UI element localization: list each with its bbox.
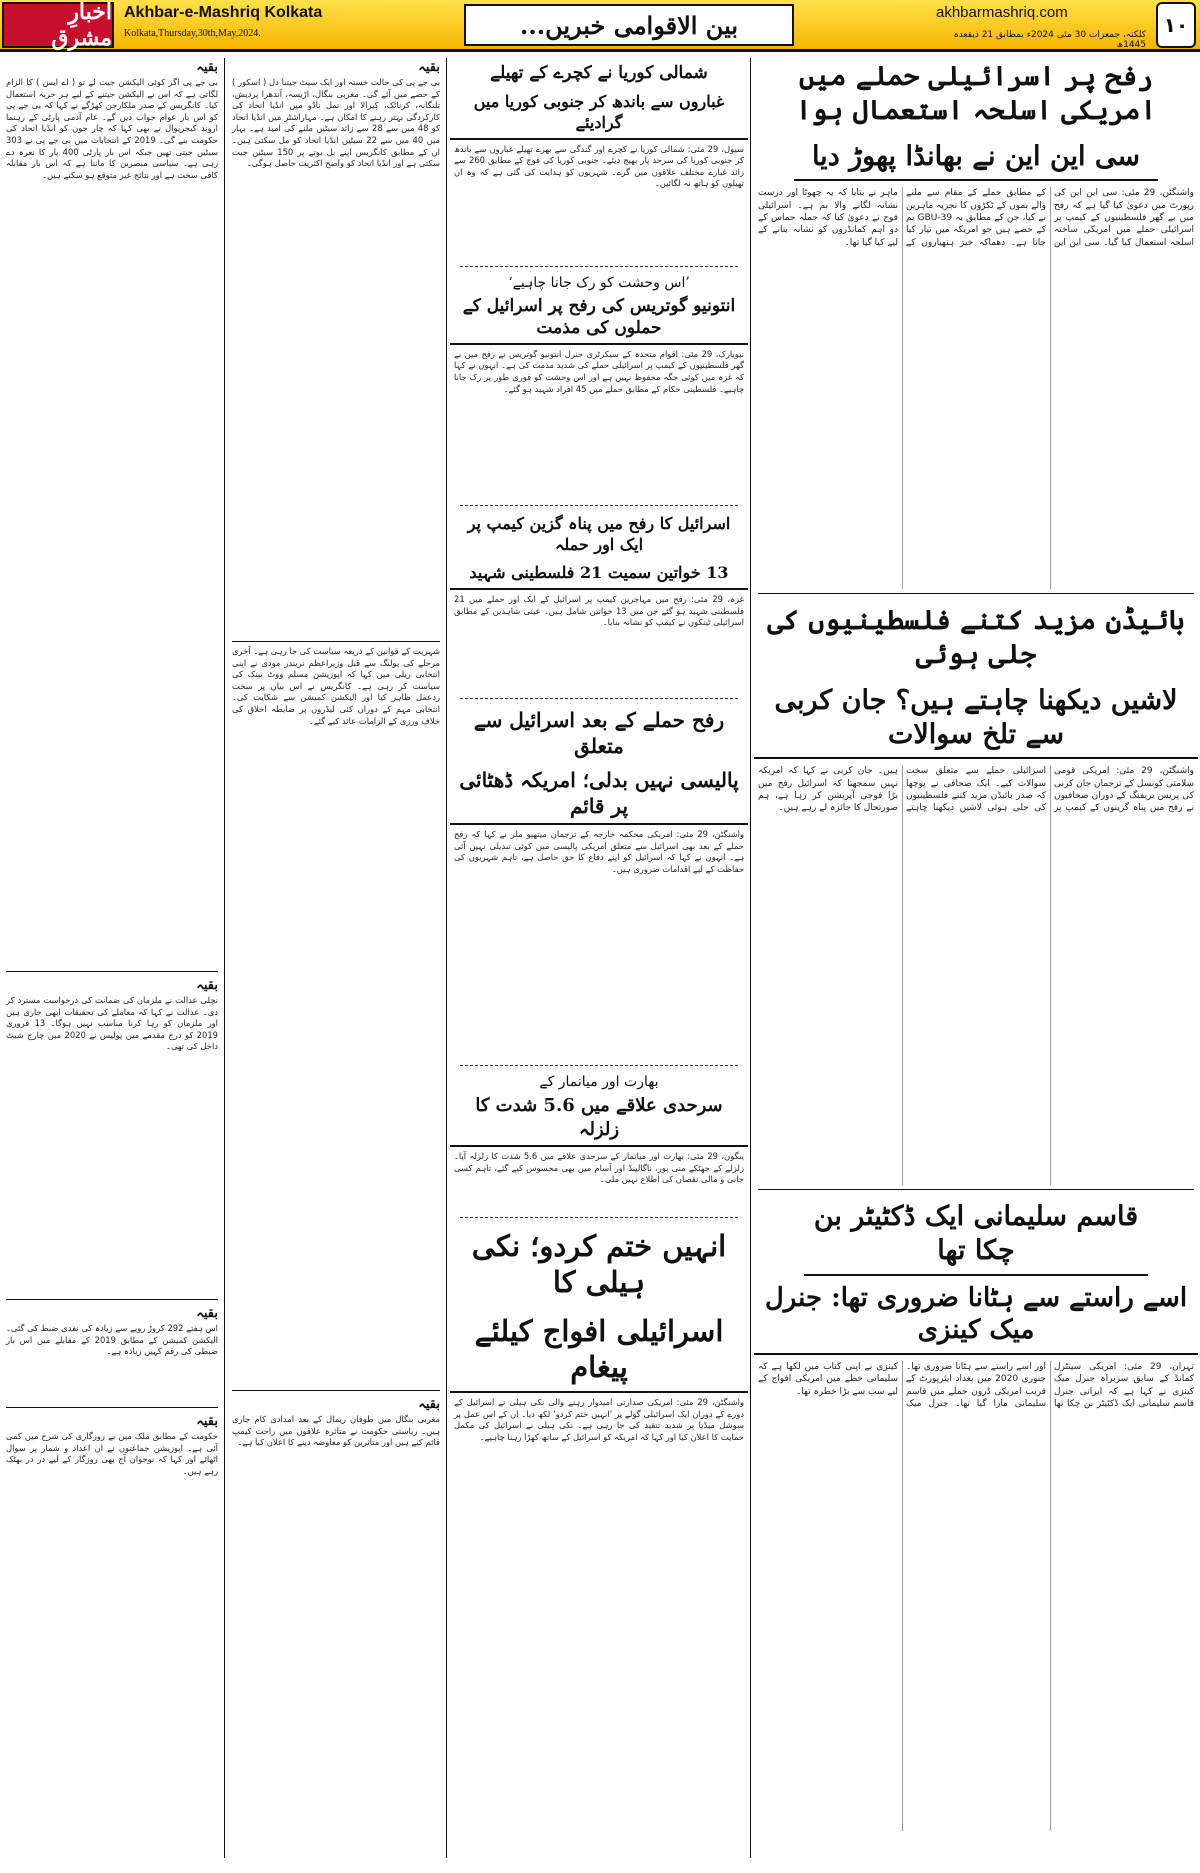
guterres-kicker: ’اس وحشت کو رک جانا چاہیے‘ xyxy=(508,274,690,291)
page-number: ۱۰ xyxy=(1156,2,1196,48)
lead-article xyxy=(754,58,1198,589)
nikki-haley-article xyxy=(450,1222,748,1717)
masthead xyxy=(0,0,1200,52)
divider xyxy=(6,1407,218,1408)
guterres-article xyxy=(450,271,748,501)
continued-tag: بقیہ xyxy=(196,978,218,993)
earthquake-article-body: ینگون، 29 مئی: بھارت اور میانمار کے سرحدی علاقے میں 5.6 شدت کا زلزلہ آیا۔ زلزلے کے جھٹکے منی پور، ناگالینڈ اور آسام میں بھی محسوس کیے گئے، تاہم کسی جانی و مالی نقصان کی اطلاع نہیں ملی۔ xyxy=(454,1151,745,1185)
continued-body: بی جے پی اگر کوئی الیکشن جیت لے تو ( اے ایس ) کا الزام لگاتی ہے کہ اس نے الیکشن جیتنے کے لیے ہر حربہ استعمال کیا۔ کانگریس کے صدر ملکارجن کھڑگے نے کہا کہ بی جے پی کو اس بار عوام جواب دیں گے۔ عام آدمی پارٹی کے رہنما اروند کیجریوال نے بھی کہا کہ چار جون کو انڈیا اتحاد کی حکومت بنے گی۔ 2019 کے انتخابات میں بی جے پی نے 303 سیٹیں جیتی تھیں جبکہ اس بار پارٹی 400 پار کا نعرہ دے رہی ہے۔ سیاسی مبصرین کا ماننا ہے کہ اس بار مقابلہ کافی سخت ہے اور نتائج غیر متوقع ہو سکتے ہیں۔ xyxy=(6,77,218,180)
divider xyxy=(758,593,1194,594)
divider xyxy=(758,1189,1194,1190)
continued-tag: بقیہ xyxy=(418,1397,440,1412)
korea-article xyxy=(450,58,748,262)
rafah-camp-article-body: غزہ، 29 مئی: رفح میں مہاجرین کیمپ پر اسرائیل کے ایک اور حملے میں 21 فلسطینی شہید ہو گئے جن میں 13 خواتین شامل ہیں۔ عینی شاہدین کے مطابق اسرائیلی ٹینکوں نے کیمپ کو نشانہ بنایا۔ xyxy=(454,594,744,628)
date-line: Kolkata,Thursday,30th,May,2024. xyxy=(124,28,261,39)
lead-headline-line-2[interactable]: سی این این نے بھانڈا پھوڑ دیا xyxy=(794,134,1158,182)
guterres-headline[interactable]: انتونیو گوتریس کی رفح پر اسرائیل کے حملوں کی مذمت xyxy=(450,291,748,345)
column-divider xyxy=(750,58,751,1858)
divider xyxy=(460,505,738,506)
second-article xyxy=(754,598,1198,1185)
continued-body: نچلی عدالت نے ملزمان کی ضمانت کی درخواست مسترد کر دی۔ عدالت نے کہا کہ معاملے کی تحقیقات ابھی جاری ہیں اور ملزمان کو رہا کرنا مناسب نہیں ہوگا۔ 13 فروری 2019 کو درج مقدمے میں پولیس نے 2020 میں چارج شیٹ داخل کی تھی۔ xyxy=(6,995,218,1052)
divider xyxy=(232,641,440,642)
continued-body: حکومت کے مطابق ملک میں بے روزگاری کی شرح میں کمی آئی ہے۔ اپوزیشن جماعتوں نے ان اعداد و شمار پر سوال اٹھائے اور کہا کہ نوجوان آج بھی روزگار کے لیے در در بھٹک رہے ہیں۔ xyxy=(6,1431,218,1476)
hijri-date-line: کلکتہ، جمعرات 30 مئی 2024ء بمطابق 21 ذیقعدہ 1445ھ xyxy=(953,30,1146,50)
paper-name: Akhbar-e-Mashriq Kolkata xyxy=(124,4,323,21)
second-headline-line-1[interactable]: بائیڈن مزید کتنے فلسطینیوں کی جلی ہوئی xyxy=(767,605,1185,670)
earthquake-kicker: بھارت اور میانمار کے xyxy=(539,1074,659,1091)
third-headline-line-1[interactable]: قاسم سلیمانی ایک ڈکٹیٹر بن چکا تھا xyxy=(804,1194,1148,1276)
guterres-article-body: نیویارک، 29 مئی: اقوام متحدہ کے سیکرٹری جنرل انتونیو گوتریس نے رفح میں بے گھر فلسطینیوں کے کیمپ پر اسرائیلی حملے کی شدید مذمت کی ہے۔ انہوں نے کہا کہ غزہ میں کوئی جگہ محفوظ نہیں ہے اور اس وحشت کو فوری طور پر رک جانا چاہیے۔ فلسطینی حکام کے مطابق حملے میں 45 افراد شہید ہو گئے۔ xyxy=(454,348,744,394)
column-divider xyxy=(446,58,447,1858)
section-title: بین الاقوامی خبریں... xyxy=(464,4,794,46)
us-policy-headline-line-2[interactable]: پالیسی نہیں بدلی؛ امریکہ ڈھٹائی پر قائم xyxy=(450,763,748,825)
third-article xyxy=(754,1194,1198,1831)
third-article-body: تہران، 29 مئی: امریکی سینٹرل کمانڈ کے سابق سربراہ جنرل میک کینزی نے کہا ہے کہ ایرانی جنرل قاسم سلیمانی ایک ڈکٹیٹر بن چکا تھا اور اسے راستے سے ہٹانا ضروری تھا۔ جنوری 2020 میں بغداد ایئرپورٹ کے قریب امریکی ڈرون حملے میں قاسم سلیمانی مارا گیا تھا۔ جنرل میک کینزی نے اپنی کتاب میں لکھا ہے کہ سلیمانی خطے میں امریکی افواج کے لیے سب سے بڑا خطرہ تھا۔ xyxy=(758,1361,1194,1409)
middle-stories-column xyxy=(450,58,748,1858)
nikki-haley-headline-line-1[interactable]: انہیں ختم کردو؛ نکی ہیلی کا xyxy=(471,1229,727,1300)
continuation-column-2 xyxy=(2,58,222,1858)
lead-stories-column xyxy=(754,58,1198,1858)
masthead-left xyxy=(124,4,424,39)
divider xyxy=(232,1390,440,1391)
continued-tag: بقیہ xyxy=(196,1414,218,1429)
newspaper-logo[interactable]: اخبارِ مشرق xyxy=(2,2,114,48)
divider xyxy=(6,1299,218,1300)
korea-article-body: سیول، 29 مئی: شمالی کوریا نے کچرے اور گندگی سے بھرے تھیلے غباروں سے باندھ کر جنوبی کوریا کی سرحد پار بھیج دیئے۔ جنوبی کوریا کی فوج کے مطابق 260 سے زائد غبارے مختلف علاقوں میں گرے۔ شہریوں کو ہدایت کی گئی ہے کہ وہ ان تھیلوں کو ہاتھ نہ لگائیں۔ xyxy=(454,143,745,189)
second-article-body: واشنگٹن، 29 مئی: امریکی قومی سلامتی کونسل کے ترجمان جان کربی کی پریس بریفنگ کے دوران صحافیوں نے رفح میں پناہ گزینوں کے کیمپ پر اسرائیلی حملے سے متعلق سخت سوالات کیے۔ ایک صحافی نے پوچھا کہ صدر بائیڈن مزید کتنے فلسطینیوں کی جلی ہوئی لاشیں دیکھنا چاہتے ہیں۔ جان کربی نے کہا کہ امریکہ نہیں سمجھتا کہ اسرائیل رفح میں بڑا فوجی آپریشن کر رہا ہے، ہم صورتحال کا جائزہ لے رہے ہیں۔ xyxy=(758,766,1194,814)
website-link[interactable]: akhbarmashriq.com xyxy=(936,4,1068,21)
nikki-haley-headline-line-2[interactable]: اسرائیلی افواج کیلئے پیغام xyxy=(450,1307,748,1394)
earthquake-article xyxy=(450,1070,748,1213)
third-headline-line-2[interactable]: اسے راستے سے ہٹانا ضروری تھا: جنرل میک کینزی xyxy=(754,1276,1198,1355)
rafah-camp-headline-line-2[interactable]: 13 خواتین سمیت 21 فلسطینی شہید xyxy=(450,559,748,590)
continued-body: اس ہفتے 292 کروڑ روپے سے زیادہ کی نقدی ضبط کی گئی۔ الیکشن کمیشن کے مطابق 2019 کے مقابلے میں اس بار ضبطی کی رقم کہیں زیادہ ہے۔ xyxy=(6,1323,219,1357)
continued-tag: بقیہ xyxy=(418,60,440,75)
rafah-camp-article xyxy=(450,510,748,694)
divider xyxy=(460,698,738,699)
korea-headline-line-2[interactable]: غباروں سے باندھ کر جنوبی کوریا میں گرادیئے xyxy=(450,88,748,140)
us-policy-article xyxy=(450,703,748,1061)
continued-tag: بقیہ xyxy=(196,60,218,75)
rafah-camp-headline-line-1[interactable]: اسرائیل کا رفح میں پناہ گزین کیمپ پر ایک اور حملہ xyxy=(467,513,731,554)
us-policy-headline-line-1[interactable]: رفح حملے کے بعد اسرائیل سے متعلق xyxy=(473,708,725,759)
korea-headline-line-1[interactable]: شمالی کوریا نے کچرے کے تھیلے xyxy=(490,63,708,83)
continued-body: بی جے پی کی حالت خستہ اور ایک سیٹ جیتنا دل ( اسکور ) کے حصے میں آئے گی۔ مغربی بنگال، اڑیسہ، آندھرا پردیش، تلنگانہ، کرناٹک، کیرالا اور تمل ناڈو میں انڈیا اتحاد کی کارکردگی بہتر رہنے کا امکان ہے۔ مہاراشٹر میں انڈیا اتحاد کو 48 میں سے 28 سے زائد سیٹیں ملنے کی امید ہے۔ بہار میں 40 میں سے 22 سیٹیں انڈیا اتحاد کو مل سکتی ہیں۔ ان کے مطابق کانگریس اپنے بل بوتے پر 150 سیٹیں جیت سکتی ہے اور انڈیا اتحاد کو واضح اکثریت حاصل ہوگی۔ xyxy=(232,77,440,169)
lead-article-body: واشنگٹن، 29 مئی: سی این این کی رپورٹ میں دعویٰ کیا گیا ہے کہ رفح میں بے گھر فلسطینیوں کے کیمپ پر اسرائیلی حملے میں امریکی ساختہ اسلحہ استعمال کیا گیا۔ سی این این کے مطابق حملے کے مقام سے ملنے والے بموں کے ٹکڑوں کا تجزیہ ماہرین نے کیا، جن کے مطابق یہ GBU-39 بم کے حصے ہیں جو امریکہ میں تیار کیا جاتا ہے۔ دھماکہ خیز ہتھیاروں کے ماہر نے بتایا کہ یہ چھوٹا اور درست نشانہ لگانے والا بم ہے۔ اسرائیلی فوج نے دعویٰ کیا کہ حملہ حماس کے دو اہم کمانڈروں کو نشانہ بنانے کے لیے کیا گیا تھا۔ xyxy=(758,188,1194,248)
continued-tag: بقیہ xyxy=(196,1306,218,1321)
divider xyxy=(460,1065,738,1066)
nikki-haley-article-body: واشنگٹن، 29 مئی: امریکی صدارتی امیدوار رہنے والی نکی ہیلی نے اسرائیل کے دورے کے دوران ایک اسرائیلی گولے پر ’انہیں ختم کردو‘ لکھ دیا۔ ان کے اس عمل پر سوشل میڈیا پر شدید تنقید کی جا رہی ہے۔ نکی ہیلی نے اسرائیل کی مکمل حمایت کا اعلان کیا اور کہا کہ امریکہ کو اسرائیل کے ساتھ کھڑا رہنا چاہیے۔ xyxy=(454,1397,744,1442)
column-divider xyxy=(224,58,225,1858)
second-headline-line-2[interactable]: لاشیں دیکھنا چاہتے ہیں؟ جان کربی سے تلخ سوالات xyxy=(754,678,1198,760)
continued-body: شہریت کے قوانین کے ذریعہ سیاست کی جا رہی ہے۔ آخری مرحلے کی پولنگ سے قبل وزیراعظم نریندر مودی نے اپنی انتخابی ریلی میں کہا کہ اپوزیشن مسلم ووٹ بینک کی سیاست کر رہی ہے۔ کانگریس نے اس بیان پر سخت ردعمل ظاہر کیا اور الیکشن کمیشن سے شکایت کی۔ انتخابی مہم کے دوران کئی لیڈروں پر ضابطہ اخلاق کی خلاف ورزی کے الزامات عائد کیے گئے۔ xyxy=(232,646,440,726)
continued-body: مغربی بنگال میں طوفان ریمال کے بعد امدادی کام جاری ہیں۔ ریاستی حکومت نے متاثرہ علاقوں میں راحت کیمپ قائم کیے ہیں اور متاثرین کو معاوضہ دینے کا اعلان کیا ہے۔ xyxy=(232,1414,440,1448)
earthquake-headline[interactable]: سرحدی علاقے میں 5.6 شدت کا زلزلہ xyxy=(450,1090,748,1147)
divider xyxy=(460,266,738,267)
divider xyxy=(6,971,218,972)
divider xyxy=(460,1217,738,1218)
lead-headline-line-1[interactable]: رفح پر اسرائیلی حملے میں امریکی اسلحہ استعمال ہوا xyxy=(795,61,1157,126)
us-policy-article-body: واشنگٹن، 29 مئی: امریکی محکمہ خارجہ کے ترجمان میتھیو ملر نے کہا کہ رفح حملے کے بعد بھی اسرائیل سے متعلق امریکی پالیسی میں کوئی تبدیلی نہیں آئی ہے۔ انہوں نے کہا کہ اسرائیل کو اپنے دفاع کا حق حاصل ہے، تاہم شہریوں کی حفاظت کے لیے اقدامات ضروری ہیں۔ xyxy=(454,829,745,875)
continuation-column-1 xyxy=(228,58,444,1858)
